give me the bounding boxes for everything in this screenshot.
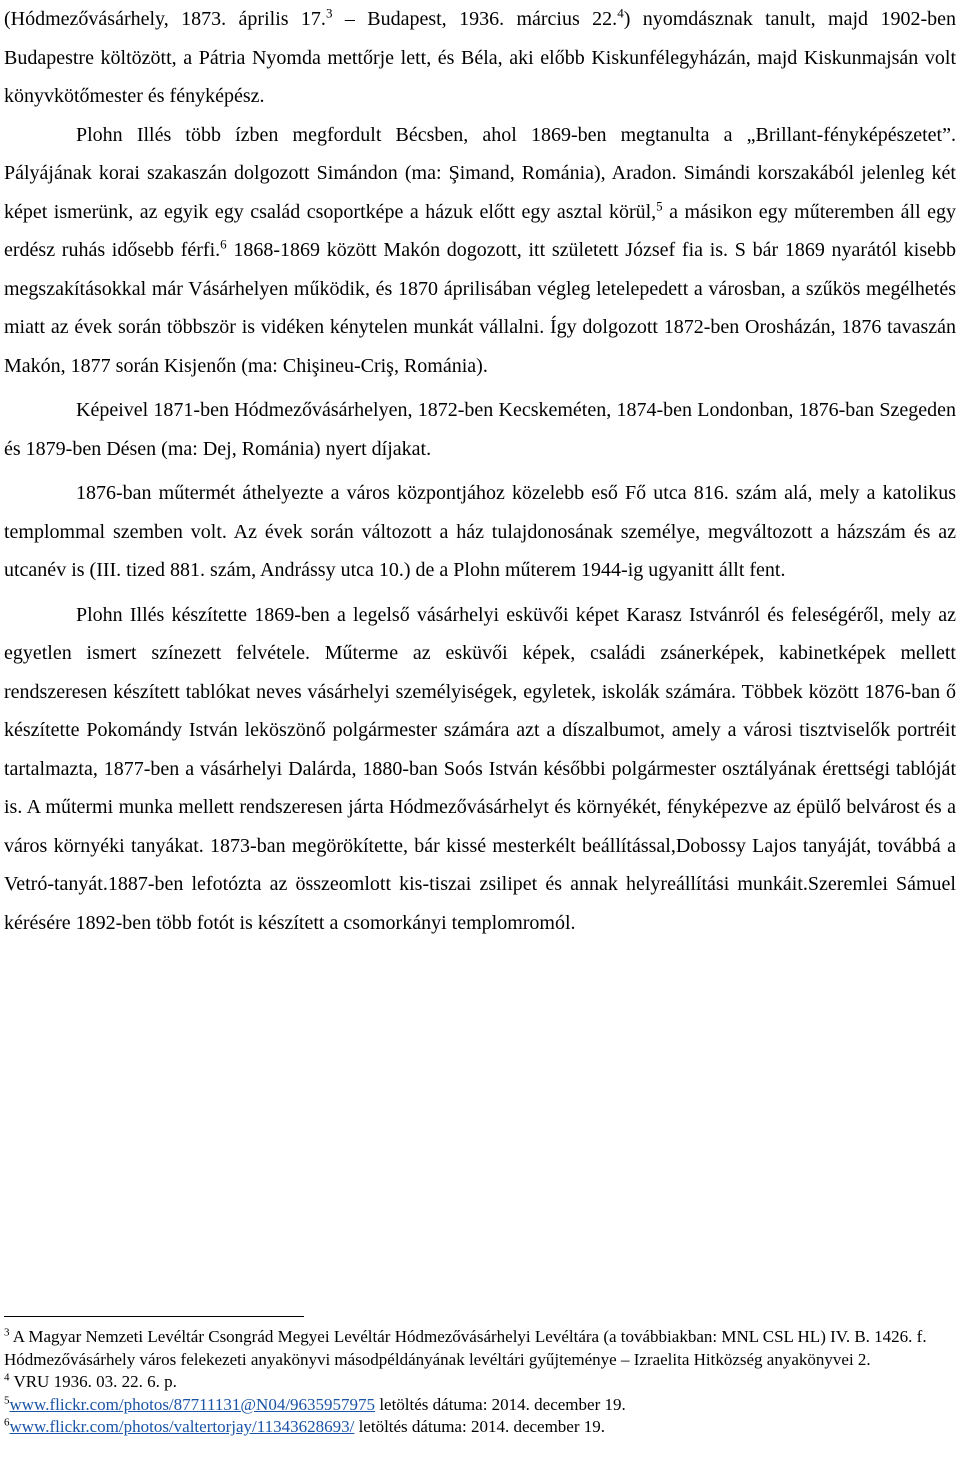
footnote-ref-3[interactable]: 3 <box>325 5 333 21</box>
footnote-4 <box>4 1371 956 1394</box>
paragraph-3: Képeivel 1871-ben Hódmezővásárhelyen, 1872-ben Kecskeméten, 1874-ben Londonban, 1876-ban Szegeden és 1879-ben Désen (ma: Dej, Románia) nyert díjakat. <box>4 399 956 460</box>
paragraph-1-text-c: ) nyomdásznak tanult, majd 1902-ben Budapestre költözött, a Pátria Nyomda mettőrje lett, és Béla, aki előbb Kiskunfélegyházán, majd Kiskunmajsán volt könyvkötőmester és fényképész. <box>4 8 956 107</box>
document-page <box>4 0 956 942</box>
paragraph-1-text-b: – Budapest, 1936. március 22. <box>332 8 618 30</box>
paragraph-5: Plohn Illés készítette 1869-ben a legelső vásárhelyi esküvői képet Karasz Istvánról és feleségéről, mely az egyetlen ismert színezett felvétele. Műterme az esküvői képek, családi zsánerképek, kabinetképek mellett rendszeresen készített tablókat neves vásárhelyi személyiségek, egyletek, iskolák számára. Többek között 1876-ban ő készítette Pokomándy István leköszönő polgármester számára azt a díszalbumot, amely a városi tisztviselők portréit tartalmazta, 1877-ben a vásárhelyi Dalárda, 1880-ban Soós István későbbi polgármester osztályának érettségi tablóját is. A műtermi munka mellett rendszeresen járta Hódmezővásárhelyt és környékét, fényképezve az épülő belvárost és a város környéki tanyákat. 1873-ban megörökítette, bár kissé mesterkélt beállítással,Dobossy Lajos tanyáját, továbbá a Vetró-tanyát.1887-ben lefotózta az összeomlott kis-tiszai zsilipet és annak helyreállítási munkáit.Szeremlei Sámuel kérésére 1892-ben több fotót is készített a csomorkányi templomromól. <box>4 603 956 934</box>
paragraph-4: 1876-ban műtermét áthelyezte a város központjához közelebb eső Fő utca 816. szám alá, mely a katolikus templommal szemben volt. Az évek során változott a ház tulajdonosának személye, megváltozott a házszám és az utcanév is (III. tized 881. szám, Andrássy utca 10.) de a Plohn műterem 1944-ig ugyanitt állt fent. <box>4 482 956 581</box>
footnote-6 <box>4 1416 956 1439</box>
footnote-separator <box>4 1316 304 1317</box>
paragraph-2 <box>4 116 956 386</box>
footnote-link[interactable]: www.flickr.com/photos/87711131@N04/9635957975 <box>9 1394 376 1414</box>
paragraph-1 <box>4 0 956 116</box>
footnote-number: 6 <box>4 1416 10 1429</box>
paragraph-1-text-a: (Hódmezővásárhely, 1873. április 17. <box>4 8 326 30</box>
footnote-ref-6[interactable]: 6 <box>220 236 227 252</box>
footnote-ref-5[interactable]: 5 <box>656 197 663 213</box>
footnote-3 <box>4 1326 956 1371</box>
paragraph-2-text-c: 1868-1869 között Makón dogozott, itt született József fia is. S bár 1869 nyarától kisebb megszakításokkal már Vásárhelyen működik, és 1870 áprilisában végleg letelepedett a városban, a szűkös megélhetés miatt az évek során többször is vidéken kénytelen munkát vállalni. Így dolgozott 1872-ben Orosházán, 1876 tavaszán Makón, 1877 során Kisjenőn (ma: Chişineu-Criş, Románia). <box>4 239 956 377</box>
paragraph-2-text-b: a másikon egy műteremben áll egy erdész ruhás idősebb férfi. <box>4 200 957 261</box>
footnote-text: letöltés dátuma: 2014. december 19. <box>354 1417 606 1436</box>
footnote-text: letöltés dátuma: 2014. december 19. <box>375 1394 626 1414</box>
footnote-ref-4[interactable]: 4 <box>617 5 624 21</box>
footnote-number: 3 <box>4 1326 10 1339</box>
footnotes <box>4 1326 956 1439</box>
footnote-text: VRU 1936. 03. 22. 6. p. <box>9 1372 177 1391</box>
footnote-number: 4 <box>4 1371 10 1384</box>
footnote-link[interactable]: www.flickr.com/photos/valtertorjay/11343628693/ <box>9 1417 355 1436</box>
paragraph-2-text-a: Plohn Illés több ízben megfordult Bécsben, ahol 1869-ben megtanulta a „Brillant-fényképészetet”. Pályájának korai szakaszán dolgozott Simándon (ma: Şimand, Románia), Aradon. Simándi korszakából jelenleg két képet ismerünk, az egyik egy család csoportképe a házuk előtt egy asztal körül, <box>4 123 956 223</box>
footnote-5 <box>4 1394 956 1417</box>
footnote-number: 5 <box>4 1393 10 1406</box>
footnote-text: A Magyar Nemzeti Levéltár Csongrád Megyei Levéltár Hódmezővásárhelyi Levéltára (a továbbiakban: MNL CSL HL) IV. B. 1426. f. Hódmezővásárhely város felekezeti anyakönyvi másodpéldányának levéltári gyűjteménye – Izraelita Hitközség anyakönyvei 2. <box>4 1327 927 1369</box>
